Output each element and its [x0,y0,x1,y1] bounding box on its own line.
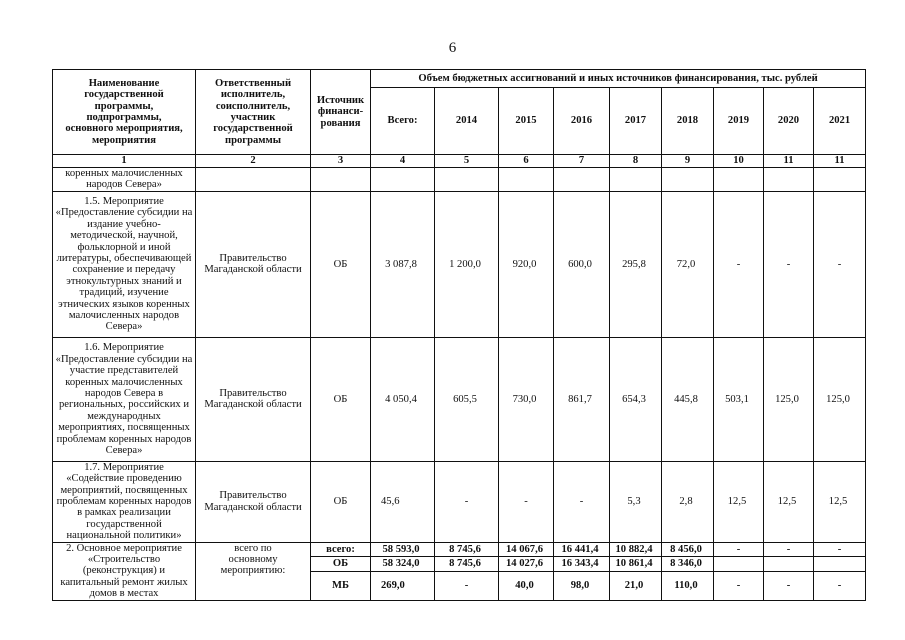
row-source: ОБ [311,461,371,542]
column-number: 11 [814,155,866,168]
column-number: 4 [371,155,435,168]
cell-value: - [435,571,499,600]
header-year: 2019 [714,88,764,155]
cell-value: 12,5 [814,461,866,542]
cell-value: - [499,461,554,542]
column-number: 5 [435,155,499,168]
page-number: 6 [448,40,457,56]
cell-value: 12,5 [764,461,814,542]
cell-value: 600,0 [554,191,610,337]
table-row [53,337,866,461]
row-executor: всего по основному мероприятию: [196,542,311,600]
header-year: 2017 [610,88,662,155]
column-number: 3 [311,155,371,168]
cell-value: - [814,542,866,557]
row-source: всего: [311,542,371,557]
cell-value: 295,8 [610,191,662,337]
cell-value: - [764,191,814,337]
cell-value: 40,0 [499,571,554,600]
cell-value: 45,6 [371,461,435,542]
table-row [53,461,866,542]
cell-value: 58 324,0 [371,557,435,572]
cell-value: - [714,191,764,337]
header-volume: Объем бюджетных ассигнований и иных источников финансирования, тыс. рублей [371,70,866,88]
row-name: 1.6. Мероприятие «Предоставление субсидии на участие представителей коренных малочисленных народов Севера в региональных, российских и международных мероприятиях, посвященных проблемам коренных народов Севера» [53,337,196,461]
cell-value: - [814,191,866,337]
cell-value: 58 593,0 [371,542,435,557]
cell-value: - [435,461,499,542]
cell-value: 3 087,8 [371,191,435,337]
column-number: 10 [714,155,764,168]
row-name: 2. Основное мероприятие «Строительство (реконструкция) и капитальный ремонт жилых домов в местах [53,542,196,600]
cell-value: 125,0 [764,337,814,461]
row-name: 1.7. Мероприятие «Содействие проведению мероприятий, посвященных проблемам коренных народов в рамках реализации государственной национальной политики» [53,461,196,542]
cell-value: - [554,461,610,542]
row-name: коренных малочисленных народов Севера» [53,168,196,192]
row-executor: Правительство Магаданской области [196,191,311,337]
cell-value: 8 346,0 [662,557,714,572]
cell-value: 16 343,4 [554,557,610,572]
header-year: 2015 [499,88,554,155]
cell-value [814,557,866,572]
cell-value: 16 441,4 [554,542,610,557]
column-number: 7 [554,155,610,168]
cell-value [764,557,814,572]
cell-value: 730,0 [499,337,554,461]
cell-value: 125,0 [814,337,866,461]
column-numbers-row [53,155,866,168]
table-row [53,168,866,192]
cell-value: 12,5 [714,461,764,542]
cell-value: 2,8 [662,461,714,542]
cell-value: - [714,571,764,600]
cell-value: 10 861,4 [610,557,662,572]
header-row-top [53,70,866,88]
cell-value: 605,5 [435,337,499,461]
cell-value: 10 882,4 [610,542,662,557]
header-year: 2020 [764,88,814,155]
header-year: 2016 [554,88,610,155]
cell-value: 72,0 [662,191,714,337]
cell-value: 5,3 [610,461,662,542]
cell-value: 503,1 [714,337,764,461]
header-executor: Ответственный исполнитель, соисполнитель, участник государственной программы [196,70,311,155]
row-name: 1.5. Мероприятие «Предоставление субсидии на издание учебно-методической, научной, фольклорной и иной литературы, обеспечивающей сохранение и передачу этнокультурных знаний и традиций, изучение этнических языков коренных малочисленных народов Севера» [53,191,196,337]
cell-value: 14 067,6 [499,542,554,557]
cell-value: - [714,542,764,557]
budget-table [52,69,866,601]
cell-value: - [764,571,814,600]
row-source: ОБ [311,337,371,461]
table-row [53,191,866,337]
cell-value: 445,8 [662,337,714,461]
header-total: Всего: [371,88,435,155]
cell-value: 110,0 [662,571,714,600]
cell-value: 8 456,0 [662,542,714,557]
column-number: 11 [764,155,814,168]
cell-value: 654,3 [610,337,662,461]
cell-value: 269,0 [371,571,435,600]
table-row [53,542,866,557]
column-number: 6 [499,155,554,168]
row-source: МБ [311,571,371,600]
cell-value: 21,0 [610,571,662,600]
cell-value: - [814,571,866,600]
cell-value [714,557,764,572]
cell-value: - [764,542,814,557]
row-source: ОБ [311,557,371,572]
cell-value: 1 200,0 [435,191,499,337]
row-executor: Правительство Магаданской области [196,461,311,542]
row-source: ОБ [311,191,371,337]
cell-value: 14 027,6 [499,557,554,572]
cell-value: 861,7 [554,337,610,461]
cell-value: 98,0 [554,571,610,600]
header-name: Наименование государственной программы, подпрограммы, основного мероприятия, мероприятия [53,70,196,155]
row-executor: Правительство Магаданской области [196,337,311,461]
column-number: 8 [610,155,662,168]
cell-value: 8 745,6 [435,557,499,572]
cell-value: 920,0 [499,191,554,337]
cell-value: 4 050,4 [371,337,435,461]
column-number: 1 [53,155,196,168]
header-year: 2021 [814,88,866,155]
column-number: 9 [662,155,714,168]
cell-value: 8 745,6 [435,542,499,557]
header-source: Источник финанси-рования [311,70,371,155]
header-year: 2018 [662,88,714,155]
column-number: 2 [196,155,311,168]
header-year: 2014 [435,88,499,155]
